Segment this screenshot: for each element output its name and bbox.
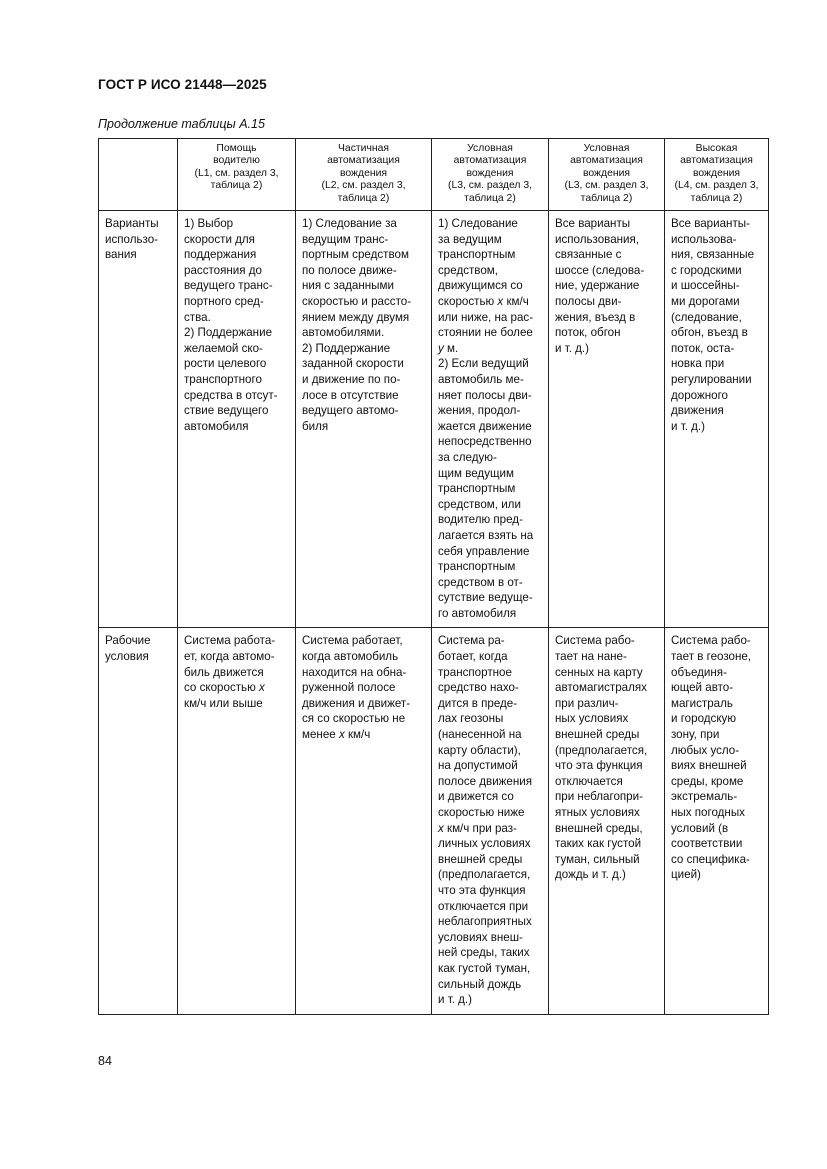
cell-line: поток, оста- bbox=[671, 341, 735, 355]
cell-line: y м. bbox=[438, 341, 459, 355]
cell-line: средства в отсут- bbox=[184, 388, 278, 402]
cell-line: внешней среды, bbox=[555, 821, 643, 835]
cell-line: вания bbox=[105, 248, 137, 262]
cell-line: тает в геозоне, bbox=[671, 650, 752, 664]
cell-line: регулировании bbox=[671, 372, 752, 386]
cell-line: скоростью ниже bbox=[438, 806, 525, 819]
cell-line: автоматизация bbox=[327, 155, 400, 167]
cell-line: внешней среды bbox=[555, 728, 640, 742]
cell-line: таблица 2) bbox=[337, 192, 390, 204]
cell-line: полосе движения bbox=[438, 774, 533, 788]
cell-line: ние, удержание bbox=[555, 279, 640, 293]
cell-line: со скоростью x bbox=[184, 681, 265, 695]
cell-line: ведущего автомо- bbox=[302, 404, 399, 418]
cell-line: по полосе движе- bbox=[302, 263, 397, 277]
cell-line: экстремаль- bbox=[671, 790, 738, 804]
cell-line: транспортным bbox=[438, 248, 516, 262]
cell-line: непосредственно bbox=[438, 435, 532, 449]
cell-line: использо- bbox=[105, 232, 159, 246]
table-cell bbox=[178, 211, 296, 628]
cell-line: биль движется bbox=[184, 665, 264, 679]
cell-line: и т. д.) bbox=[555, 341, 590, 355]
cell-line: менее x км/ч bbox=[302, 728, 371, 742]
cell-line: биля bbox=[302, 419, 329, 433]
cell-line: транспортным bbox=[438, 482, 516, 496]
cell-line: со специфика- bbox=[671, 852, 750, 866]
cell-line: транспортное bbox=[438, 665, 512, 679]
table-caption: Продолжение таблицы А.15 bbox=[98, 117, 265, 131]
cell-line: неблагоприятных bbox=[438, 915, 532, 929]
cell-line: водителю пред- bbox=[438, 513, 523, 527]
table-cell bbox=[178, 628, 296, 1014]
cell-line: (следование, bbox=[671, 310, 742, 324]
cell-line: ведущим транс- bbox=[302, 232, 389, 246]
page-number: 84 bbox=[98, 1054, 112, 1068]
cell-line: новка при bbox=[671, 357, 725, 371]
cell-line: Система рабо- bbox=[555, 634, 635, 648]
header-cell bbox=[296, 139, 432, 211]
cell-line: дождь и т. д.) bbox=[555, 868, 626, 882]
cell-line: когда автомобиль bbox=[302, 650, 399, 664]
cell-line: средством, или bbox=[438, 497, 521, 511]
table-header-row bbox=[99, 139, 769, 211]
cell-line: 1) Следование bbox=[438, 217, 518, 231]
cell-line: таких как густой bbox=[555, 837, 642, 851]
table-cell bbox=[549, 628, 665, 1014]
cell-line: Система работает, bbox=[302, 634, 403, 648]
cell-line: ми дорогами bbox=[671, 295, 740, 308]
cell-line: скоростью x км/ч bbox=[438, 295, 529, 308]
cell-line: или ниже, на рас- bbox=[438, 310, 534, 324]
cell-line: скорости для bbox=[184, 232, 255, 246]
cell-line: дорожного bbox=[671, 388, 729, 402]
cell-line: лосе в отсутствие bbox=[302, 388, 399, 402]
cell-line: Система ра- bbox=[438, 634, 505, 648]
cell-line: сильный дождь bbox=[438, 977, 522, 991]
cell-line: виях внешней bbox=[671, 759, 747, 773]
table-cell bbox=[432, 628, 549, 1014]
cell-line: как густой туман, bbox=[438, 961, 531, 975]
cell-line: при неблагопри- bbox=[555, 790, 643, 804]
cell-line: ней среды, таких bbox=[438, 946, 530, 960]
cell-line: автоматизация bbox=[453, 155, 527, 167]
cell-line: ботает, когда bbox=[438, 650, 508, 664]
cell-line: Помощь bbox=[216, 143, 257, 154]
cell-line: янием между двумя bbox=[302, 310, 410, 324]
cell-line: сутствие ведуще- bbox=[438, 591, 533, 605]
table-cell bbox=[665, 628, 769, 1014]
cell-line: на допустимой bbox=[438, 759, 518, 773]
header-cell bbox=[178, 139, 296, 211]
cell-line: при различ- bbox=[555, 696, 619, 710]
cell-line: няет полосы дви- bbox=[438, 388, 532, 402]
cell-line: Рабочие bbox=[105, 634, 151, 648]
cell-line: ствие ведущего bbox=[184, 404, 269, 418]
cell-line: руженной полосе bbox=[302, 681, 396, 695]
cell-line: и т. д.) bbox=[438, 993, 473, 1007]
cell-line: условия bbox=[105, 650, 149, 664]
cell-line: автоматизация bbox=[570, 155, 643, 167]
cell-line: 2) Поддержание bbox=[184, 326, 273, 340]
cell-line: лагается взять на bbox=[438, 528, 534, 542]
cell-line: среды, кроме bbox=[671, 774, 744, 788]
cell-line: магистраль bbox=[671, 696, 733, 710]
cell-line: ятных условиях bbox=[555, 806, 640, 819]
header-cell bbox=[432, 139, 549, 211]
cell-line: ет, когда автомо- bbox=[184, 650, 275, 664]
cell-line: тает на нане- bbox=[555, 650, 627, 664]
cell-line: средством, bbox=[438, 263, 498, 277]
cell-line: любых усло- bbox=[671, 743, 740, 757]
cell-line: транспортным bbox=[438, 560, 516, 574]
cell-line: (L3, см. раздел 3, bbox=[564, 180, 649, 192]
cell-line: транспортного bbox=[184, 372, 262, 386]
cell-line: таблица 2) bbox=[210, 180, 263, 192]
cell-line: сенных на карту bbox=[555, 665, 643, 679]
cell-line: ства. bbox=[184, 310, 211, 324]
cell-line: рости целевого bbox=[184, 357, 267, 371]
cell-line: вождения bbox=[339, 167, 388, 179]
cell-line: таблица 2) bbox=[580, 192, 633, 204]
cell-line: щим ведущим bbox=[438, 466, 514, 480]
cell-line: заданной скорости bbox=[302, 357, 404, 371]
cell-line: Все варианты bbox=[555, 217, 631, 231]
cell-line: скоростью и рассто- bbox=[302, 295, 412, 308]
cell-line: расстояния до bbox=[184, 263, 262, 277]
cell-line: Высокая bbox=[695, 143, 738, 154]
cell-line: карту области), bbox=[438, 743, 521, 757]
cell-line: Все варианты- bbox=[671, 217, 750, 231]
cell-line: таблица 2) bbox=[690, 192, 743, 204]
table-cell bbox=[665, 211, 769, 628]
header-cell bbox=[549, 139, 665, 211]
cell-line: шоссе (следова- bbox=[555, 263, 645, 277]
cell-line: полосы дви- bbox=[555, 295, 622, 308]
header-cell bbox=[665, 139, 769, 211]
table-cell bbox=[296, 628, 432, 1014]
cell-line: желаемой ско- bbox=[184, 341, 263, 355]
cell-line: использования, bbox=[555, 232, 640, 246]
cell-line: автомобиль ме- bbox=[438, 372, 524, 386]
header-corner-cell bbox=[99, 139, 178, 211]
cell-line: портного сред- bbox=[184, 295, 264, 308]
cell-line: и движется со bbox=[438, 790, 514, 804]
cell-line: 1) Следование за bbox=[302, 217, 397, 231]
cell-line: ния с заданными bbox=[302, 279, 394, 293]
table-row bbox=[99, 211, 769, 628]
cell-line: зону, при bbox=[671, 728, 720, 742]
cell-line: отключается bbox=[555, 774, 623, 788]
cell-line: движения и движет- bbox=[302, 696, 411, 710]
cell-line: условиях внеш- bbox=[438, 930, 523, 944]
cell-line: ных погодных bbox=[671, 806, 745, 819]
row-label-cell bbox=[99, 628, 178, 1014]
document-title: ГОСТ Р ИСО 21448—2025 bbox=[98, 77, 267, 92]
cell-line: автомагистралях bbox=[555, 681, 647, 695]
cell-line: Система рабо- bbox=[671, 634, 751, 648]
cell-line: личных условиях bbox=[438, 837, 531, 851]
cell-line: 2) Поддержание bbox=[302, 341, 391, 355]
cell-line: Система работа- bbox=[184, 634, 276, 648]
cell-line: обгон, въезд в bbox=[671, 326, 748, 340]
table-cell bbox=[296, 211, 432, 628]
cell-line: за ведущим bbox=[438, 232, 502, 246]
cell-line: что эта функция bbox=[438, 883, 526, 897]
cell-line: поток, обгон bbox=[555, 326, 621, 340]
cell-line: и городскую bbox=[671, 712, 737, 726]
cell-line: ся со скоростью не bbox=[302, 712, 406, 726]
cell-line: жения, продол- bbox=[438, 404, 521, 418]
cell-line: жения, въезд в bbox=[555, 310, 636, 324]
cell-line: за следую- bbox=[438, 450, 497, 464]
cell-line: (L3, см. раздел 3, bbox=[448, 180, 532, 192]
cell-line: средством в от- bbox=[438, 575, 523, 589]
cell-line: и шоссейны- bbox=[671, 279, 740, 293]
cell-line: (нанесенной на bbox=[438, 728, 522, 742]
cell-line: условий (в bbox=[671, 821, 729, 835]
cell-line: связанные с bbox=[555, 248, 622, 262]
cell-line: соответствии bbox=[671, 837, 743, 851]
cell-line: Условная bbox=[467, 143, 513, 154]
cell-line: го автомобиля bbox=[438, 606, 517, 620]
cell-line: движения bbox=[671, 404, 724, 418]
cell-line: автоматизация bbox=[680, 155, 753, 167]
cell-line: дится в преде- bbox=[438, 696, 518, 710]
cell-line: Частичная bbox=[337, 143, 390, 154]
cell-line: ведущего транс- bbox=[184, 279, 273, 293]
cell-line: и движение по по- bbox=[302, 372, 401, 386]
cell-line: с городскими bbox=[671, 263, 742, 277]
cell-line: портным средством bbox=[302, 248, 409, 262]
cell-line: что эта функция bbox=[555, 759, 643, 773]
cell-line: и т. д.) bbox=[671, 419, 706, 433]
cell-line: средство нахо- bbox=[438, 681, 519, 695]
cell-line: жается движение bbox=[438, 419, 532, 433]
cell-line: ющей авто- bbox=[671, 681, 734, 695]
cell-line: использова- bbox=[671, 232, 737, 246]
cell-line: таблица 2) bbox=[464, 192, 516, 204]
cell-line: автомобилями. bbox=[302, 326, 385, 340]
cell-line: водителю bbox=[213, 155, 260, 167]
cell-line: ния, связанные bbox=[671, 248, 755, 262]
cell-line: Условная bbox=[583, 143, 630, 154]
cell-line: движущимся со bbox=[438, 279, 523, 293]
cell-line: себя управление bbox=[438, 544, 530, 558]
cell-line: Варианты bbox=[105, 217, 159, 231]
cell-line: (L1, см. раздел 3, bbox=[194, 167, 279, 179]
row-label-cell bbox=[99, 211, 178, 628]
cell-line: туман, сильный bbox=[555, 852, 640, 866]
table-row bbox=[99, 628, 769, 1014]
table-cell bbox=[432, 211, 549, 628]
cell-line: 2) Если ведущий bbox=[438, 357, 529, 371]
cell-line: находится на обна- bbox=[302, 665, 407, 679]
cell-line: автомобиля bbox=[184, 419, 249, 433]
cell-line: (предполагается, bbox=[555, 743, 648, 757]
cell-line: (L2, см. раздел 3, bbox=[321, 180, 406, 192]
cell-line: вождения bbox=[466, 167, 514, 179]
cell-line: отключается при bbox=[438, 899, 529, 913]
table-cell bbox=[549, 211, 665, 628]
cell-line: x км/ч при раз- bbox=[438, 821, 517, 835]
automation-levels-table bbox=[98, 138, 769, 1015]
cell-line: вождения bbox=[582, 167, 631, 179]
cell-line: лах геозоны bbox=[438, 712, 504, 726]
cell-line: цией) bbox=[671, 868, 701, 882]
cell-line: ных условиях bbox=[555, 712, 629, 726]
cell-line: (предполагается, bbox=[438, 868, 531, 882]
cell-line: вождения bbox=[692, 167, 741, 179]
cell-line: внешней среды bbox=[438, 852, 523, 866]
cell-line: объединя- bbox=[671, 665, 727, 679]
cell-line: (L4, см. раздел 3, bbox=[674, 180, 759, 192]
cell-line: 1) Выбор bbox=[184, 217, 234, 231]
cell-line: км/ч или выше bbox=[184, 696, 263, 710]
cell-line: поддержания bbox=[184, 248, 257, 262]
cell-line: стоянии не более bbox=[438, 326, 533, 340]
